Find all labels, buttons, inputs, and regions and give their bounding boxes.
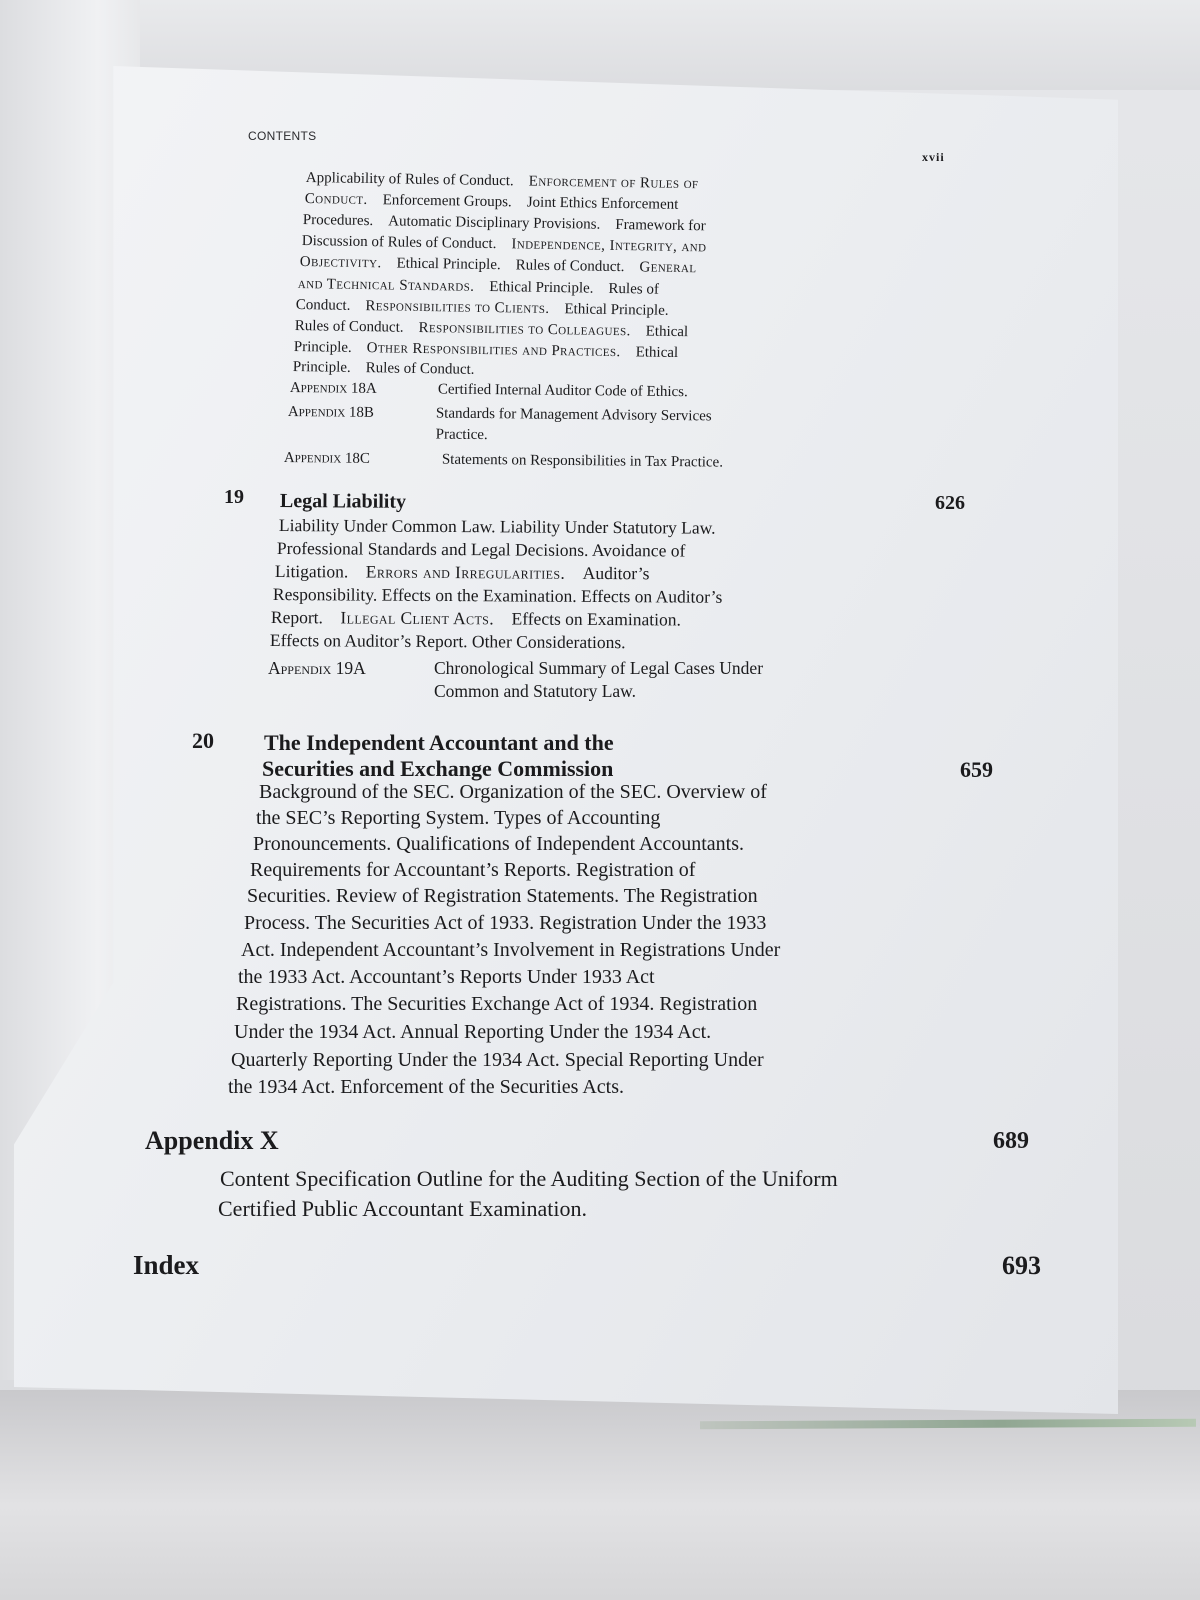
- appendix-x-line: Certified Public Accountant Examination.: [218, 1196, 588, 1221]
- appendix-18b: [288, 402, 712, 448]
- ch18-toc-line: Procedures. Automatic Disciplinary Provisions. Framework for: [302, 211, 706, 235]
- ch20-toc-line: Under the 1934 Act. Annual Reporting Under the 1934 Act.: [234, 1021, 712, 1043]
- chapter-number: 19: [224, 486, 244, 508]
- appendix-x-title: Appendix X: [145, 1126, 279, 1155]
- chapter-title-line2: Securities and Exchange Commission: [262, 756, 614, 781]
- chapter-page-number: 659: [960, 757, 993, 782]
- ch20-toc-line: the 1934 Act. Enforcement of the Securities Acts.: [228, 1076, 625, 1098]
- ch19-toc-line: Responsibility. Effects on the Examination. Effects on Auditor’s: [272, 584, 723, 607]
- ch19-toc-line: Professional Standards and Legal Decisions. Avoidance of: [276, 538, 686, 561]
- ch18-toc-line: Applicability of Rules of Conduct. Enforcement of Rules of: [305, 169, 699, 193]
- ch20-toc-line: Background of the SEC. Organization of the SEC. Overview of: [259, 781, 767, 803]
- appendix-x-line: Content Specification Outline for the Auditing Section of the Uniform: [220, 1166, 838, 1191]
- index-page-number: 693: [1002, 1251, 1041, 1280]
- ch19-toc-line: Litigation. Errors and Irregularities. Auditor’s: [274, 561, 650, 584]
- ch20-toc-line: Act. Independent Accountant’s Involvement in Registrations Under: [241, 939, 781, 961]
- index-title: Index: [133, 1250, 200, 1280]
- ch20-toc-line: the 1933 Act. Accountant’s Reports Under 1933 Act: [238, 966, 655, 988]
- ch18-toc-line: Conduct. Enforcement Groups. Joint Ethics Enforcement: [304, 190, 679, 213]
- page-number-roman: xvii: [922, 150, 945, 164]
- chapter-title: Legal Liability: [279, 489, 407, 513]
- ch18-toc-line: Discussion of Rules of Conduct. Independence, Integrity, and: [301, 232, 707, 256]
- appendix-title-cont: Practice.: [435, 426, 488, 444]
- ch18-toc-line: Principle. Other Responsibilities and Practices. Ethical: [293, 338, 679, 362]
- ch20-toc-line: Pronouncements. Qualifications of Independent Accountants.: [253, 833, 744, 855]
- appendix-18a: [290, 378, 688, 403]
- appendix-title: Certified Internal Auditor Code of Ethics.: [437, 381, 688, 401]
- ch19-toc-line: Report. Illegal Client Acts. Effects on Examination.: [270, 607, 681, 630]
- appendix-label: Appendix 18C: [283, 449, 371, 467]
- ch20-toc-line: Quarterly Reporting Under the 1934 Act. Special Reporting Under: [231, 1049, 764, 1071]
- chapter-number: 20: [192, 728, 214, 753]
- ch20-toc-line: Registrations. The Securities Exchange Act of 1934. Registration: [236, 993, 758, 1015]
- appendix-label: Appendix 19A: [268, 658, 366, 678]
- ch19-toc-line: Liability Under Common Law. Liability Under Statutory Law.: [278, 515, 716, 538]
- ch18-toc-line: and Technical Standards. Ethical Principle. Rules of: [297, 275, 660, 298]
- chapter-title-line1: The Independent Accountant and the: [264, 730, 614, 755]
- appendix-title: Chronological Summary of Legal Cases Under: [434, 658, 764, 678]
- appendix-title-cont: Common and Statutory Law.: [434, 681, 637, 701]
- ch18-toc-line: Conduct. Responsibilities to Clients. Ethical Principle.: [295, 296, 669, 319]
- ch20-toc-line: Process. The Securities Act of 1933. Registration Under the 1933: [244, 912, 767, 934]
- appendix-19a: [268, 657, 763, 703]
- running-header: CONTENTS: [248, 129, 317, 143]
- appendix-label: Appendix 18A: [289, 379, 377, 397]
- ch20-toc-line: Securities. Review of Registration Statements. The Registration: [247, 885, 758, 907]
- appendix-title: Standards for Management Advisory Services: [435, 405, 712, 425]
- ch20-toc-line: Requirements for Accountant’s Reports. Registration of: [250, 859, 696, 881]
- ch18-toc-line: Principle. Rules of Conduct.: [292, 358, 475, 378]
- ch18-toc-line: Objectivity. Ethical Principle. Rules of Conduct. General: [299, 253, 697, 277]
- appendix-title: Statements on Responsibilities in Tax Practice.: [441, 451, 724, 471]
- ch20-toc-line: the SEC’s Reporting System. Types of Accounting: [256, 807, 661, 829]
- appendix-x-page-number: 689: [993, 1128, 1029, 1154]
- appendix-label: Appendix 18B: [287, 403, 375, 421]
- ch19-toc-line: Effects on Auditor’s Report. Other Considerations.: [269, 630, 626, 653]
- chapter-page-number: 626: [935, 492, 965, 514]
- ch18-toc-line: Rules of Conduct. Responsibilities to Colleagues. Ethical: [294, 317, 689, 341]
